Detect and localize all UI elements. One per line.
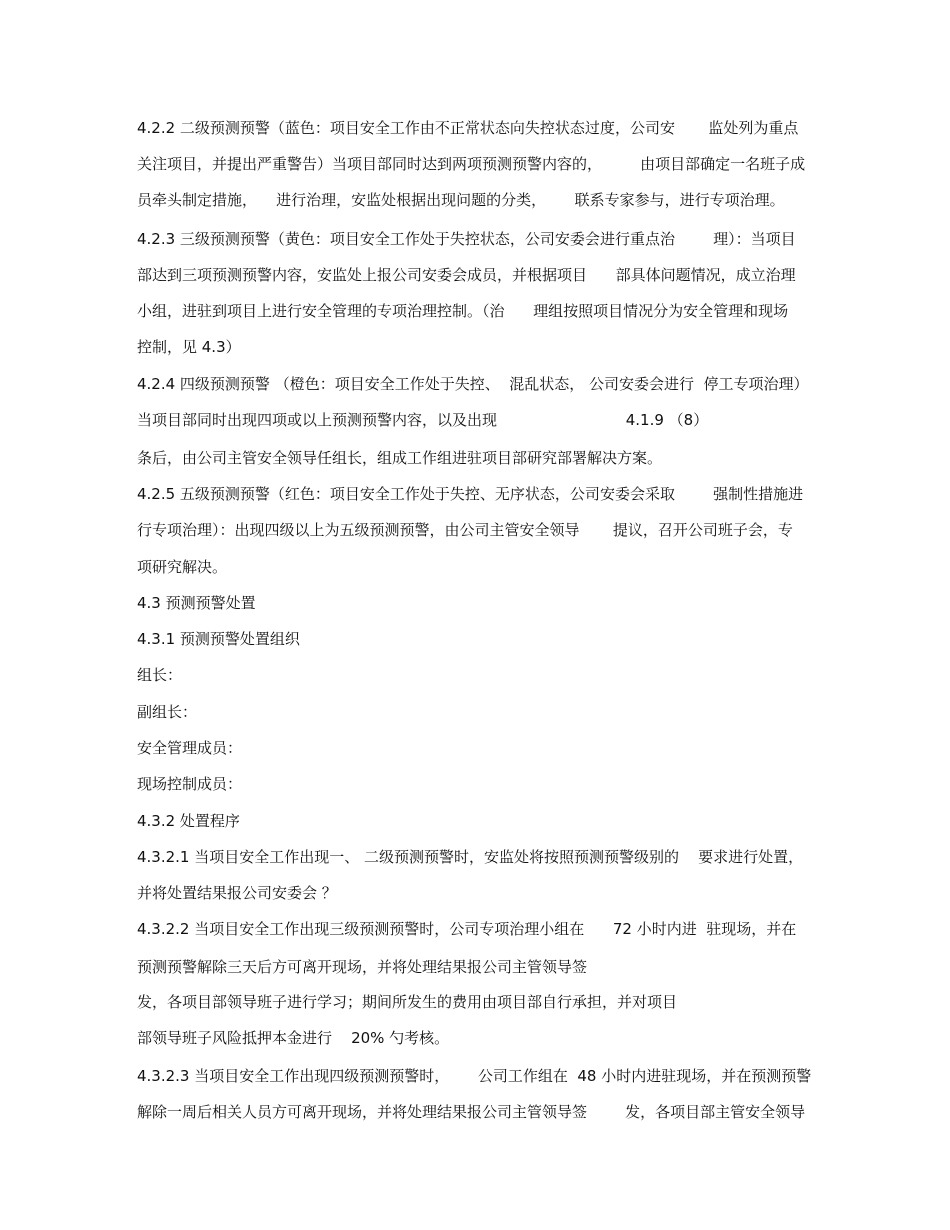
text-line: 组长： — [137, 666, 183, 684]
text-line: 部领导班子风险抵押本金进行 20% 勺考核。 — [137, 1029, 450, 1047]
text-line: 4.2.2 二级预测预警（蓝色：项目安全工作由不正常状态向失控状态过度，公司安 监处列为重点 — [137, 119, 799, 137]
text-line: 4.3.2.2 当项目安全工作出现三级预测预警时，公司专项治理小组在 72 小时内进 驻现场，并在 — [137, 920, 797, 938]
text-line: 小组，进驻到项目上进行安全管理的专项治理控制。（治 理组按照项目情况分为安全管理和现场 — [137, 302, 789, 320]
text-line: 4.2.3 三级预测预警（黄色：项目安全工作处于失控状态，公司安委会进行重点治 理）：当项目 — [137, 230, 796, 248]
text-line: 关注项目，并提出严重警告）当项目部同时达到两项预测预警内容的， 由项目部确定一名班子成 — [137, 155, 806, 173]
text-line: 条后，由公司主管安全领导任组长，组成工作组进驻项目部研究部署解决方案。 — [137, 449, 663, 467]
text-line: 部达到三项预测预警内容，安监处上报公司安委会成员，并根据项目 部具体问题情况，成立治理 — [137, 266, 796, 284]
text-line: 4.3.2.3 当项目安全工作出现四级预测预警时， 公司工作组在 48 小时内进驻现场，并在预测预警 — [137, 1067, 812, 1085]
text-line: 预测预警解除三天后方可离开现场，并将处理结果报公司主管领导签 — [137, 958, 588, 976]
text-line: 并将处置结果报公司安委会 ？ — [137, 884, 337, 902]
section-heading: 4.3.2 处置程序 — [137, 812, 240, 830]
text-line: 副组长： — [137, 703, 198, 721]
text-line: 4.2.4 四级预测预警 （橙色：项目安全工作处于失控、 混乱状态， 公司安委会进行 停工专项治理） — [137, 375, 809, 393]
text-line: 4.3.2.1 当项目安全工作出现一、 二级预测预警时，安监处将按照预测预警级别的 要求进行处置， — [137, 848, 804, 866]
text-line: 4.2.5 五级预测预警（红色：项目安全工作处于失控、无序状态，公司安委会采取 强制性措施进 — [137, 485, 804, 503]
text-line: 发，各项目部领导班子进行学习；期间所发生的费用由项目部自行承担，并对项目 — [137, 993, 678, 1011]
section-heading: 4.3.1 预测预警处置组织 — [137, 630, 300, 648]
text-line: 行专项治理）：出现四级以上为五级预测预警，由公司主管安全领导 提议，召开公司班子会，专 — [137, 521, 793, 539]
text-line: 控制，见 4.3） — [137, 338, 241, 356]
section-heading: 4.3 预测预警处置 — [137, 594, 256, 612]
text-line: 当项目部同时出现四项或以上预测预警内容，以及出现 4.1.9 （8） — [137, 411, 709, 429]
text-line: 解除一周后相关人员方可离开现场，并将处理结果报公司主管领导签 发，各项目部主管安全领导 — [137, 1103, 806, 1121]
text-line: 项研究解决。 — [137, 558, 228, 576]
text-line: 现场控制成员： — [137, 775, 243, 793]
text-line: 安全管理成员： — [137, 739, 243, 757]
text-line: 员牵头制定措施， 进行治理，安监处根据出现问题的分类， 联系专家参与，进行专项治理。 — [137, 191, 785, 209]
